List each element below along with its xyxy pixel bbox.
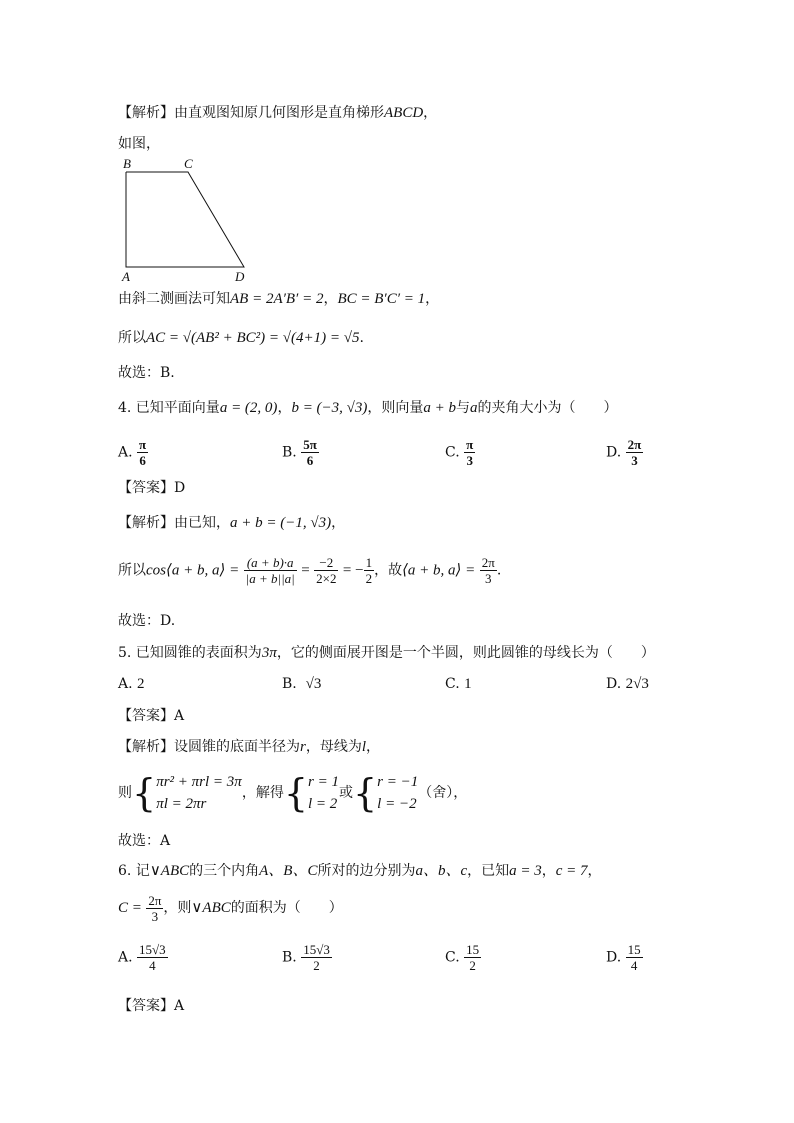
math-sum-value: a + b = (−1, √3) <box>230 515 332 531</box>
punctuation: ， <box>423 105 438 121</box>
text: ，已知 <box>467 863 510 879</box>
punctuation: . <box>359 330 364 346</box>
option-label: D. <box>606 676 622 692</box>
q5-answer <box>118 706 184 726</box>
prev-choose: 故选：B. <box>118 365 175 381</box>
numerator: 15 <box>466 942 480 957</box>
option-fraction <box>626 942 643 973</box>
math-r: r <box>300 739 306 755</box>
numerator: 15√3 <box>139 942 166 957</box>
option-label: A. <box>118 676 133 692</box>
numerator: 5π <box>303 437 317 452</box>
text: 由已知， <box>174 515 230 531</box>
option-label: C. <box>445 444 460 461</box>
numerator: 1 <box>365 555 373 570</box>
text: 由斜二测画法可知 <box>118 291 230 307</box>
math-l: l <box>361 739 367 755</box>
option-fraction <box>464 437 475 468</box>
q5-option-d <box>606 674 649 694</box>
numerator: π <box>139 437 147 452</box>
q5-option-a <box>118 674 145 694</box>
answer-label: 【答案】 <box>118 708 174 724</box>
denominator: 4 <box>630 958 638 973</box>
q4-choose: 故选：D. <box>118 613 176 629</box>
equals-minus: = − <box>342 562 364 579</box>
denominator: 3 <box>485 571 492 586</box>
text: 所对的边分别为 <box>317 863 416 879</box>
prev-analysis-line3 <box>118 289 439 309</box>
math-angle: ⟨a + b, a⟩ = <box>402 562 476 579</box>
text: 的夹角大小为（ ） <box>477 400 618 416</box>
math-vec-b: b = (−3, √3) <box>291 400 368 416</box>
denominator: 3 <box>151 908 159 924</box>
option-fraction <box>137 437 148 468</box>
math-angles: A、B、C <box>259 863 318 879</box>
text: （舍）， <box>418 785 468 801</box>
label-D: D <box>235 269 245 284</box>
numerator: 2π <box>481 555 495 570</box>
q6-stem-line1 <box>118 861 602 881</box>
denominator: 2 <box>469 958 476 973</box>
option-label: B. <box>282 949 297 966</box>
math-c-value: c = 7 <box>555 863 588 879</box>
text: 的三个内角 <box>189 863 260 879</box>
punctuation: ， <box>366 739 381 755</box>
equation: l = 2 <box>308 796 338 812</box>
math-cos: cos⟨a + b, a⟩ = <box>146 562 240 579</box>
shape-name: ABCD <box>384 105 424 121</box>
option-label: D. <box>606 949 622 966</box>
option-value: 1 <box>464 676 472 692</box>
punctuation: ， <box>587 863 602 879</box>
system-brace: { <box>283 771 309 815</box>
q5-option-c <box>445 674 472 694</box>
numerator: π <box>466 437 474 452</box>
q5-choose: 故选：A <box>118 833 171 849</box>
solution-1 <box>308 771 339 815</box>
label-B: B <box>123 156 131 171</box>
text: ，解得 <box>241 785 284 801</box>
text: 与 <box>456 400 471 416</box>
punctuation: ， <box>277 400 292 416</box>
text: 设圆锥的底面半径为 <box>174 739 300 755</box>
equation: r = 1 <box>308 774 339 790</box>
answer-value: A <box>174 998 185 1014</box>
q4-stem <box>118 398 618 418</box>
numerator: 2π <box>627 437 642 452</box>
math-a-value: a = 3 <box>509 863 542 879</box>
prev-analysis-line4 <box>118 328 364 348</box>
label-C: C <box>184 156 193 171</box>
q5-option-b <box>282 674 321 694</box>
answer-label: 【答案】 <box>118 480 174 496</box>
math-triangle: ∨ABC <box>149 863 190 879</box>
fraction-half <box>364 555 375 586</box>
system-brace: { <box>352 771 378 815</box>
solution-2 <box>377 771 418 815</box>
q4-option-d <box>606 437 643 468</box>
numerator: 15√3 <box>303 942 330 957</box>
denominator: 2 <box>313 958 320 973</box>
option-value: 2√3 <box>625 676 649 692</box>
option-value: √3 <box>305 676 322 692</box>
option-fraction <box>301 437 319 468</box>
punctuation: ， <box>323 291 338 307</box>
equation: πr² + πrl = 3π <box>156 774 242 790</box>
math-a: a <box>470 400 478 416</box>
q6-option-d <box>606 942 643 973</box>
q4-analysis-line1 <box>118 513 345 533</box>
text: 或 <box>338 785 353 801</box>
answer-value: D <box>174 480 186 496</box>
denominator: 4 <box>149 958 156 973</box>
option-fraction <box>464 942 481 973</box>
text: ，则 <box>163 900 192 916</box>
math-triangle: ∨ABC <box>191 900 231 916</box>
punctuation: ， <box>541 863 556 879</box>
numerator: 15 <box>627 942 641 957</box>
q4-analysis-line2 <box>118 555 501 586</box>
trapezoid-figure <box>118 155 258 285</box>
q4-option-a <box>118 437 148 468</box>
analysis-label: 【解析】 <box>118 515 174 531</box>
q6-answer <box>118 996 184 1016</box>
equation: r = −1 <box>377 774 419 790</box>
option-label: C. <box>445 949 460 966</box>
answer-value: A <box>174 708 185 724</box>
prev-analysis-line1 <box>118 103 437 123</box>
math-bc: BC = B′C′ = 1 <box>337 291 426 307</box>
numerator: (a + b)·a <box>244 555 297 571</box>
system-equations <box>156 771 242 815</box>
option-label: B. <box>282 444 297 461</box>
analysis-text: 由直观图知原几何图形是直角梯形 <box>174 105 384 121</box>
option-label: A. <box>118 949 133 966</box>
math-vec-a: a = (2, 0) <box>219 400 278 416</box>
text: ，故 <box>374 562 403 579</box>
denominator: |a + b||a| <box>245 571 295 586</box>
punctuation: ， <box>331 515 346 531</box>
math-c-angle: C = <box>118 900 142 916</box>
q5-stem <box>118 643 655 663</box>
math-ab: AB = 2A′B′ = 2 <box>230 291 324 307</box>
q4-answer <box>118 478 185 498</box>
denominator: 2 <box>365 571 373 586</box>
equals: = <box>301 562 310 579</box>
label-A: A <box>122 269 130 284</box>
text: ，母线为 <box>305 739 362 755</box>
text: 6. 记 <box>118 863 150 879</box>
q5-analysis-line1 <box>118 737 380 757</box>
equation: πl = 2πr <box>156 796 207 812</box>
option-fraction <box>137 942 168 973</box>
numerator: 2π <box>148 892 162 908</box>
punctuation: ， <box>425 291 440 307</box>
analysis-label: 【解析】 <box>118 739 174 755</box>
fraction-c-angle <box>146 893 163 924</box>
punctuation: . <box>496 562 502 579</box>
option-label: D. <box>606 444 622 461</box>
math-ac: AC = √(AB² + BC²) = √(4+1) = √5 <box>146 330 360 346</box>
option-fraction <box>626 437 644 468</box>
prev-analysis-line2: 如图， <box>118 136 160 152</box>
analysis-label: 【解析】 <box>118 105 174 121</box>
text: 则 <box>118 785 132 801</box>
denominator: 6 <box>139 453 146 468</box>
option-label: C. <box>445 676 460 692</box>
math-sides: a、b、c <box>415 863 468 879</box>
text: 的面积为（ ） <box>230 900 343 916</box>
numerator: −2 <box>314 555 338 571</box>
text: 5. 已知圆锥的表面积为 <box>118 645 262 661</box>
denominator: 6 <box>306 453 314 468</box>
q6-option-c <box>445 942 481 973</box>
q6-option-a <box>118 942 168 973</box>
fraction-value <box>314 555 338 586</box>
option-label: A. <box>118 444 133 461</box>
q4-option-b <box>282 437 319 468</box>
equation: l = −2 <box>377 796 417 812</box>
fraction-cos <box>244 555 297 586</box>
q5-analysis-line2 <box>118 771 467 815</box>
text: 所以 <box>118 562 146 579</box>
denominator: 3 <box>466 453 473 468</box>
text: ，则向量 <box>367 400 424 416</box>
text: 所以 <box>118 330 146 346</box>
option-fraction <box>301 942 332 973</box>
q6-stem-line2 <box>118 891 343 925</box>
fraction-result <box>480 555 497 586</box>
math-area: 3π <box>261 645 277 661</box>
trapezoid-shape <box>126 172 244 267</box>
denominator: 2×2 <box>316 571 337 586</box>
q6-option-b <box>282 942 332 973</box>
math-sum: a + b <box>423 400 457 416</box>
answer-label: 【答案】 <box>118 998 174 1014</box>
option-value: 2 <box>137 676 145 692</box>
text: ，它的侧面展开图是一个半圆，则此圆锥的母线长为（ ） <box>276 645 655 661</box>
system-brace: { <box>132 771 157 815</box>
denominator: 3 <box>631 453 638 468</box>
text: 4. 已知平面向量 <box>118 400 220 416</box>
q4-option-c <box>445 437 475 468</box>
option-label: B. <box>282 676 297 692</box>
